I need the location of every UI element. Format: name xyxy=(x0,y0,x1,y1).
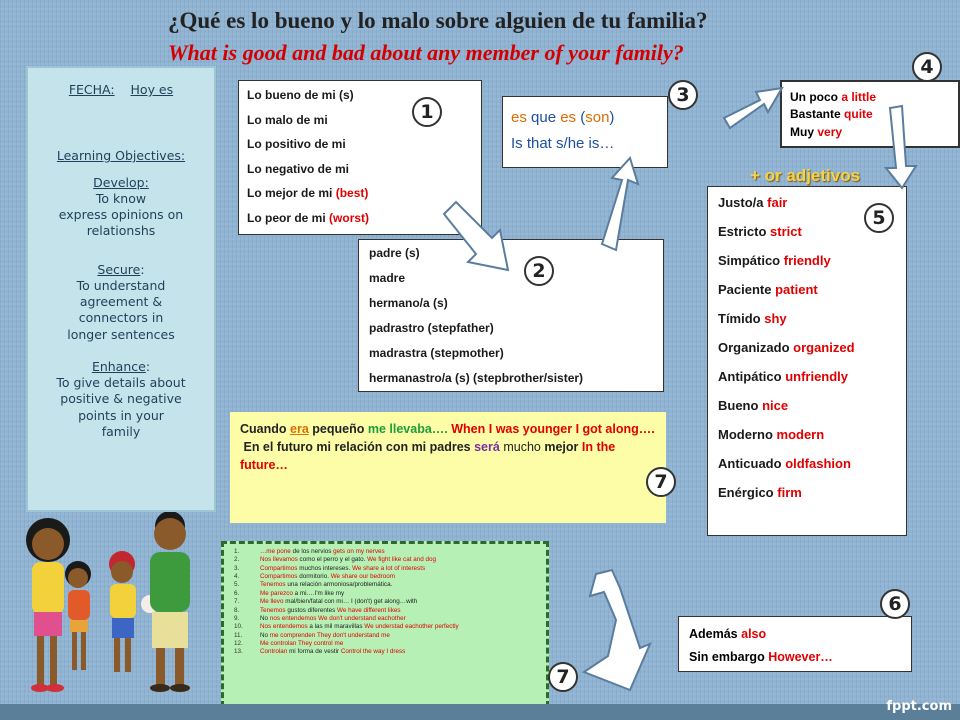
phrase-en: gets on my nerves xyxy=(333,548,385,555)
phrase-mid: mal/bien/fatal con mi… I (don't) get along…with xyxy=(285,598,418,606)
phrase-item xyxy=(234,581,538,589)
phrase-en: We understad eachother perfectly xyxy=(364,623,459,631)
box-es-que-es xyxy=(502,96,668,168)
box1-item-text: Lo malo de mi xyxy=(247,112,328,127)
phrase-number: 5. xyxy=(234,581,240,589)
adjective-en: firm xyxy=(777,485,802,500)
phrase-number: 8. xyxy=(234,606,240,614)
adjective-item xyxy=(718,253,896,282)
adjective-en: organized xyxy=(793,340,855,355)
adjective-es: Simpático xyxy=(718,253,781,268)
phrase-mid: me comprenden xyxy=(269,631,316,639)
adjective-es: Enérgico xyxy=(718,485,774,500)
develop-line-2: express opinions on xyxy=(58,207,184,222)
phrase-mid: a mi….I'm like my xyxy=(294,589,345,597)
phrase-en: We fight like cat and dog xyxy=(367,556,436,564)
develop-line-1: To know xyxy=(95,190,147,206)
phrase-item xyxy=(234,623,538,631)
box1-item xyxy=(247,162,473,187)
intensifier-item xyxy=(790,124,950,141)
phrase-item xyxy=(234,590,538,598)
box1-item-text: Lo mejor de mi xyxy=(247,186,333,200)
step-number-7: 7 xyxy=(646,467,676,497)
family-member-item: padrastro (stepfather) xyxy=(369,321,494,335)
adjective-es: Tímido xyxy=(718,311,761,326)
intensifier-es: Muy xyxy=(790,124,814,139)
intensifier-es: Bastante xyxy=(790,107,841,122)
adjective-item xyxy=(718,398,896,427)
arrow-2-to-3 xyxy=(602,158,638,250)
enhance-heading: Enhance: xyxy=(91,358,151,374)
box1-item xyxy=(247,211,473,236)
enhance-line-4: family xyxy=(101,423,141,439)
family-member-item: hermanastro/a (s) (stepbrother/sister) xyxy=(369,371,584,385)
translation-future: In the future… xyxy=(240,440,616,473)
adjective-en: nice xyxy=(762,398,789,413)
secure-line-2: agreement & xyxy=(79,294,163,309)
phrase-en: They control me xyxy=(298,639,344,647)
es-word: es xyxy=(560,109,577,126)
phrase-es: Compartimos xyxy=(260,564,298,572)
objectives-heading: Learning Objectives: xyxy=(56,148,186,164)
phrase-item xyxy=(234,648,538,656)
step-number-3: 3 xyxy=(668,80,698,110)
box1-item-text: Lo peor de mi xyxy=(247,210,326,225)
footer-bar xyxy=(0,704,960,720)
develop-label: Develop: xyxy=(93,174,149,190)
adjective-item xyxy=(718,340,896,369)
family-member-item: madre xyxy=(369,271,406,285)
phrase-item xyxy=(234,565,538,573)
intensifier-en: a little xyxy=(841,90,877,104)
arrow-7-bidirectional xyxy=(584,570,650,690)
step-number-1: 1 xyxy=(412,97,442,127)
secure-line-1: To understand xyxy=(76,277,166,293)
adjective-en: friendly xyxy=(783,253,831,268)
que-word: que xyxy=(531,109,557,126)
phrase-es: Controlan xyxy=(260,648,288,656)
es-word: es xyxy=(511,109,527,126)
box1-item-text: Lo bueno de mi (s) xyxy=(247,88,354,102)
enhance-line-1: To give details about xyxy=(56,375,186,390)
adjective-es: Anticuado xyxy=(718,456,782,471)
learning-objectives-panel xyxy=(26,66,216,512)
phrase-es: Tenemos xyxy=(260,606,286,614)
adjective-es: Moderno xyxy=(718,427,773,442)
adjective-item xyxy=(718,369,896,398)
develop-line-3: relationshs xyxy=(86,223,156,239)
secure-heading: Secure: xyxy=(97,261,145,277)
intensifier-en: quite xyxy=(844,107,873,122)
adjective-en: modern xyxy=(776,427,825,442)
phrase-en: They don't understand me xyxy=(316,631,390,639)
word-pequeno: pequeño xyxy=(312,422,365,436)
adjective-es: Justo/a xyxy=(718,195,764,210)
phrase-list-box xyxy=(221,541,549,707)
enhance-line-2: positive & negative xyxy=(60,391,182,407)
date-value: Hoy es xyxy=(130,82,174,97)
phrase-es: No xyxy=(260,614,269,622)
step-number-2: 2 xyxy=(524,256,554,286)
phrase-number: 13. xyxy=(234,648,243,656)
phrase-en: We share our bedroom xyxy=(330,573,395,581)
box1-item-text: Lo positivo de mi xyxy=(247,137,346,151)
adjective-en: oldfashion xyxy=(785,456,851,471)
box1-item-text: Lo negativo de mi xyxy=(247,161,350,176)
box-family-members xyxy=(358,239,664,392)
adjective-es: Estricto xyxy=(718,224,767,239)
adjective-es: Antipático xyxy=(718,369,782,384)
step-number-6: 6 xyxy=(880,589,910,619)
step-number-7: 7 xyxy=(548,662,578,692)
word-cuando: Cuando xyxy=(240,422,287,436)
box-lo-bueno-de-mi xyxy=(238,80,482,235)
phrase-number: 7. xyxy=(234,598,240,606)
word-mucho: mucho xyxy=(503,440,541,455)
phrase-en: Control the way I dress xyxy=(340,648,406,656)
box1-item-translation: (best) xyxy=(335,186,369,200)
phrase-number: 2. xyxy=(234,556,240,564)
is-that-line: Is that s/he is… xyxy=(511,134,615,152)
word-era: era xyxy=(290,422,309,436)
step-number-4: 4 xyxy=(912,52,942,82)
box-intensifiers xyxy=(780,80,960,148)
phrase-number: 10. xyxy=(234,623,243,631)
phrase-item xyxy=(234,607,538,615)
date-line xyxy=(28,82,214,98)
phrase-number: 9. xyxy=(234,614,240,622)
phrase-mid: como el perro y el gato. xyxy=(299,556,366,564)
phrase-item xyxy=(234,640,538,648)
phrase-number: 4. xyxy=(234,573,240,581)
adjective-item xyxy=(718,282,896,311)
phrase-es: Me controlan xyxy=(260,639,297,647)
phrase-es: Nos entendemos xyxy=(260,623,308,631)
connector-item xyxy=(689,646,901,669)
family-illustration xyxy=(10,512,215,702)
phrase-en-el-futuro: En el futuro mi relación con mi padres xyxy=(243,440,471,455)
intensifier-en: very xyxy=(817,124,843,139)
phrase-es: No xyxy=(260,631,269,639)
box-adjectives xyxy=(707,186,907,536)
phrase-item xyxy=(234,573,538,581)
secure-line-4: longer sentences xyxy=(67,326,175,342)
family-member-item: hermano/a (s) xyxy=(369,296,448,310)
arrow-3-to-4 xyxy=(724,88,782,128)
title-spanish: ¿Qué es lo bueno y lo malo sobre alguien de tu familia? xyxy=(168,8,708,33)
connector-en: also xyxy=(741,627,767,641)
es-que-es-line: es que es (son) xyxy=(511,109,615,126)
intensifier-item xyxy=(790,89,950,106)
adjective-en: strict xyxy=(770,224,802,239)
phrase-item xyxy=(234,598,538,606)
phrase-es: Me llevo xyxy=(260,598,284,606)
phrase-item xyxy=(234,632,538,640)
connector-en: However… xyxy=(768,649,833,664)
phrase-number: 6. xyxy=(234,589,240,597)
box1-item-translation: (worst) xyxy=(329,210,370,225)
phrase-mid: mi forma de vestir xyxy=(289,648,340,656)
phrase-item xyxy=(234,615,538,623)
adjective-es: Bueno xyxy=(718,398,759,413)
family-member-item: madrastra (stepmother) xyxy=(369,346,504,360)
phrase-en: We have different likes xyxy=(337,606,401,614)
connector-item xyxy=(689,623,901,646)
phrase-es: Nos llevamos xyxy=(260,556,298,564)
connector-es: Sin embargo xyxy=(689,649,765,664)
adjective-en: fair xyxy=(767,195,788,210)
phrase-item xyxy=(234,548,538,556)
adjective-en: patient xyxy=(775,282,818,297)
adjectives-heading: + or adjetivos xyxy=(750,166,861,185)
connector-es: Además xyxy=(689,627,738,641)
secure-label: Secure xyxy=(97,261,141,277)
phrase-en: We share a lot of interests xyxy=(352,564,426,572)
phrase-mid: de los nervios xyxy=(292,548,332,555)
phrase-mid: gustos diferentes xyxy=(287,606,336,614)
phrase-number: 3. xyxy=(234,564,240,572)
phrase-mid: una relación armoniosa/problemática. xyxy=(287,581,393,589)
phrase-mid: dormitorio. xyxy=(299,573,329,581)
phrase-es: Me parezco xyxy=(260,589,293,597)
date-label: FECHA: xyxy=(68,82,115,97)
phrase-mid: nos entendemos xyxy=(269,614,317,622)
adjective-item xyxy=(718,311,896,340)
title-english: What is good and bad about any member of your family? xyxy=(168,40,684,65)
phrase-mid: a las mil maravillas xyxy=(309,623,363,631)
son-word: son xyxy=(585,109,610,126)
phrase-number: 1. xyxy=(234,548,240,555)
phrase-list xyxy=(234,548,538,657)
word-me-llevaba: me llevaba…. xyxy=(367,422,448,436)
box1-item xyxy=(247,186,473,211)
adjective-es: Organizado xyxy=(718,340,790,355)
family-member-item: padre (s) xyxy=(369,246,420,260)
intensifier-es: Un poco xyxy=(790,90,838,104)
phrase-es: Tenemos xyxy=(260,581,286,589)
word-mejor: mejor xyxy=(544,440,579,455)
phrase-es: Compartimos xyxy=(260,573,298,581)
enhance-line-3: points in your xyxy=(78,407,164,423)
phrase-es: …me pone xyxy=(260,548,291,555)
word-sera: será xyxy=(474,440,500,455)
phrase-number: 12. xyxy=(234,639,243,647)
adjective-item xyxy=(718,456,896,485)
footer-logo: fppt.com xyxy=(886,699,952,714)
box1-item xyxy=(247,137,473,162)
adjective-item xyxy=(718,427,896,456)
translation-younger: When I was younger I got along…. xyxy=(451,422,655,436)
enhance-label: Enhance xyxy=(91,358,146,374)
box-tenses-example xyxy=(230,412,666,523)
intensifier-item xyxy=(790,106,950,123)
box-connectors xyxy=(678,616,912,672)
secure-line-3: connectors in xyxy=(78,310,164,326)
adjective-en: unfriendly xyxy=(785,369,849,384)
adjective-en: shy xyxy=(764,311,787,326)
phrase-item xyxy=(234,556,538,564)
adjective-item xyxy=(718,485,896,514)
adjective-es: Paciente xyxy=(718,282,772,297)
phrase-number: 11. xyxy=(234,631,243,639)
phrase-mid: muchos intereses. xyxy=(299,564,351,572)
step-number-5: 5 xyxy=(864,203,894,233)
phrase-en: We don't understand eachother xyxy=(318,614,406,622)
